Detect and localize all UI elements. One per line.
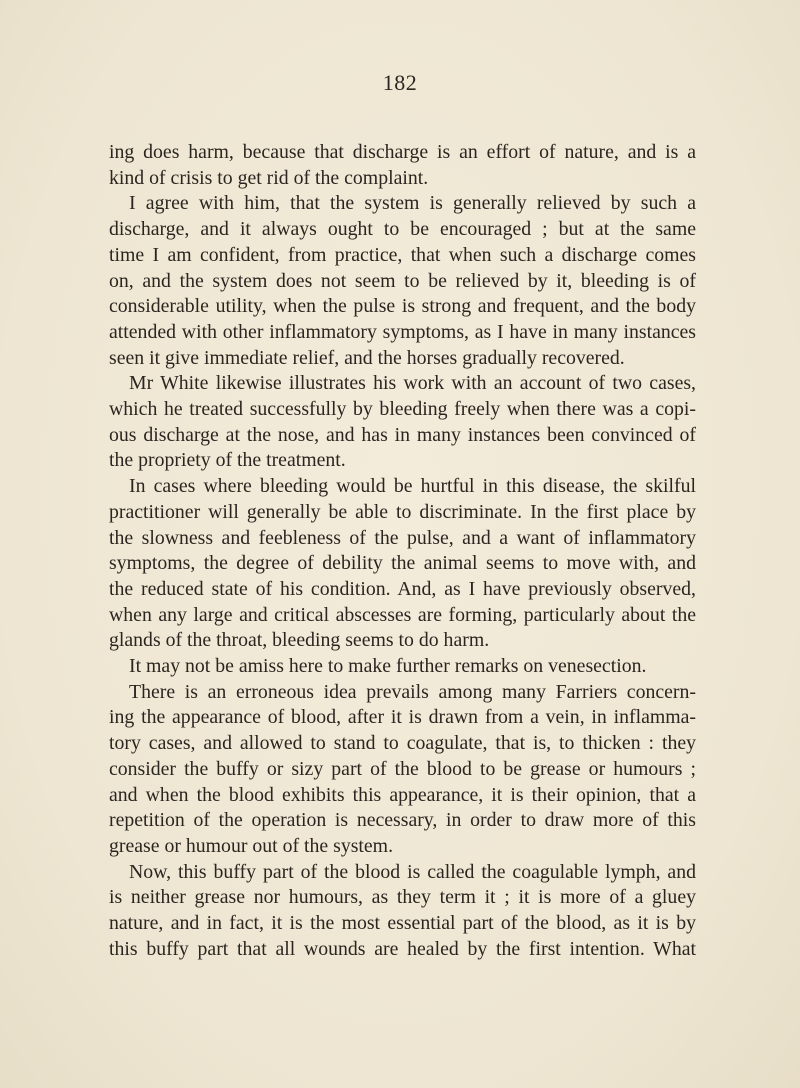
text-line: discharge, and it always ought to be encouraged ; but at the same <box>109 218 696 241</box>
text-line: repetition of the operation is necessary, in order to draw more of this <box>109 809 696 832</box>
text-line: when any large and critical abscesses are forming, particularly about the <box>109 603 696 626</box>
text-line: attended with other inflammatory symptoms, as I have in many instances <box>109 320 696 343</box>
text-line: nature, and in fact, it is the most essential part of the blood, as it is by <box>109 912 696 935</box>
text-line: symptoms, the degree of debility the animal seems to move with, and <box>109 552 696 575</box>
text-line: tory cases, and allowed to stand to coagulate, that is, to thicken : they <box>109 732 696 755</box>
text-line: Now, this buffy part of the blood is called the coagulable lymph, and <box>129 860 696 883</box>
text-line: In cases where bleeding would be hurtful in this disease, the skilful <box>129 475 696 498</box>
text-line: Mr White likewise illustrates his work with an account of two cases, <box>129 372 696 395</box>
text-line: considerable utility, when the pulse is strong and frequent, and the body <box>109 295 696 318</box>
text-line: consider the buffy or sizy part of the blood to be grease or humours ; <box>109 757 696 780</box>
page-body-text <box>109 140 696 963</box>
text-line: glands of the throat, bleeding seems to do harm. <box>109 629 490 652</box>
text-line: the propriety of the treatment. <box>109 449 346 472</box>
text-line: grease or humour out of the system. <box>109 834 394 857</box>
text-line: ing the appearance of blood, after it is drawn from a vein, in inflamma- <box>109 706 696 729</box>
page-number: 182 <box>382 70 418 95</box>
text-line: It may not be amiss here to make further remarks on venesection. <box>129 655 647 678</box>
text-line: There is an erroneous idea prevails among many Farriers concern- <box>129 680 696 703</box>
text-line: practitioner will generally be able to discriminate. In the first place by <box>109 500 696 523</box>
text-line: kind of crisis to get rid of the complaint. <box>109 166 429 189</box>
text-line: on, and the system does not seem to be relieved by it, bleeding is of <box>109 269 696 292</box>
text-line: and when the blood exhibits this appearance, it is their opinion, that a <box>109 783 696 806</box>
text-line: the slowness and feebleness of the pulse, and a want of inflammatory <box>109 526 696 549</box>
text-line: is neither grease nor humours, as they term it ; it is more of a gluey <box>109 886 696 909</box>
text-line: time I am confident, from practice, that when such a discharge comes <box>109 243 696 266</box>
text-line: I agree with him, that the system is generally relieved by such a <box>129 192 696 215</box>
text-line: the reduced state of his condition. And, as I have previously observed, <box>109 577 696 600</box>
text-line: this buffy part that all wounds are healed by the first intention. What <box>109 937 696 960</box>
text-line: ing does harm, because that discharge is an effort of nature, and is a <box>109 141 696 163</box>
text-line: which he treated successfully by bleeding freely when there was a copi- <box>109 398 696 421</box>
text-line: seen it give immediate relief, and the horses gradually recovered. <box>109 346 625 369</box>
text-line: ous discharge at the nose, and has in many instances been convinced of <box>109 423 696 446</box>
